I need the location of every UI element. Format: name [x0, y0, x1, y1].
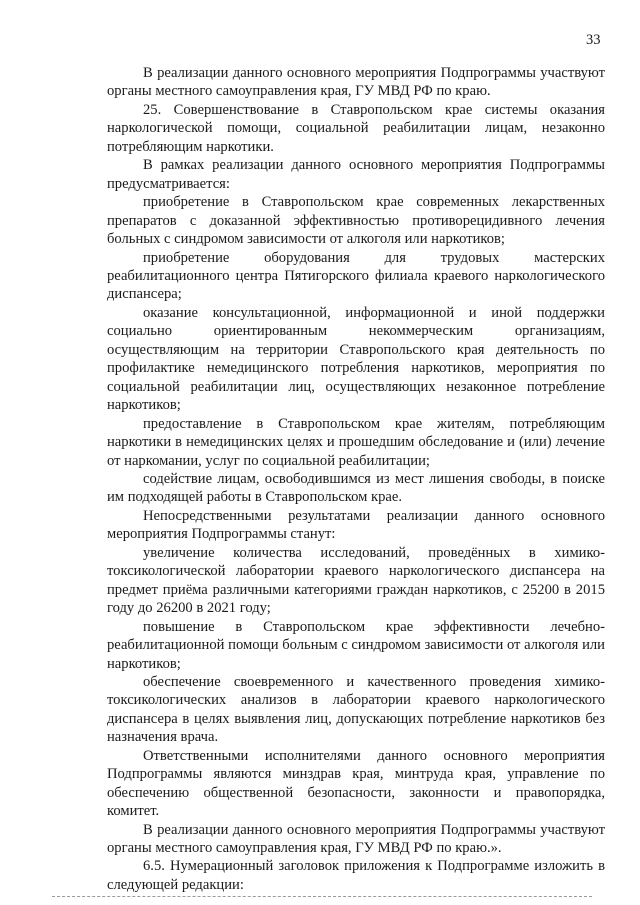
paragraph: Непосредственными результатами реализации данного основного мероприятия Подпрограммы станут:: [107, 507, 605, 543]
paragraph: приобретение оборудования для трудовых мастерских реабилитационного центра Пятигорского филиала краевого наркологического диспансера;: [107, 249, 605, 303]
paragraph: 25. Совершенствование в Ставропольском крае системы оказания наркологической помощи, социальной реабилитации лицам, незаконно потребляющим наркотики.: [107, 101, 605, 155]
paragraph: В реализации данного основного мероприятия Подпрограммы участвуют органы местного самоуправления края, ГУ МВД РФ по краю.: [107, 65, 605, 100]
page-number: 33: [586, 32, 601, 48]
paragraph: повышение в Ставропольском крае эффективности лечебно-реабилитационной помощи больным с синдромом зависимости от алкоголя или наркотиков;: [107, 618, 605, 672]
paragraph: Ответственными исполнителями данного основного мероприятия Подпрограммы являются минздрав края, минтруда края, управление по обеспечению общественной безопасности, законности и правопорядка, комитет.: [107, 747, 605, 820]
paragraph: предоставление в Ставропольском крае жителям, потребляющим наркотики в немедицинских целях и прошедшим обследование и (или) лечение от наркомании, услуг по социальной реабилитации;: [107, 415, 605, 469]
paragraph: увеличение количества исследований, проведённых в химико-токсикологической лаборатории краевого наркологического диспансера на предмет приёма различными категориями граждан наркотиков, с 25200 в 2015 году до 26200 в 2021 году;: [107, 544, 605, 617]
paragraph: содействие лицам, освободившимся из мест лишения свободы, в поиске им подходящей работы в Ставропольском крае.: [107, 470, 605, 506]
paragraph: В рамках реализации данного основного мероприятия Подпрограммы предусматривается:: [107, 157, 605, 192]
paragraph: приобретение в Ставропольском крае современных лекарственных препаратов с доказанной эффективностью противорецидивного лечения больных с синдромом зависимости от алкоголя или наркотиков;: [107, 194, 605, 248]
scan-bottom-edge: [52, 896, 592, 897]
paragraph: оказание консультационной, информационной и иной поддержки социально ориентированным некоммерческим организациям, осуществляющим на территории Ставропольского края деятельность по профилактике немедицинского потребления наркотиков, мероприятия по социальной реабилитации лиц, осуществляющих незаконное потребление наркотиков;: [107, 304, 605, 414]
paragraph: В реализации данного основного мероприятия Подпрограммы участвуют органы местного самоуправления края, ГУ МВД РФ по краю.».: [107, 821, 605, 857]
document-body: [107, 64, 605, 894]
paragraph: обеспечение своевременного и качественного проведения химико-токсикологических анализов в лаборатории краевого наркологического диспансера в целях выявления лиц, допускающих потребление наркотиков без назначения врача.: [107, 673, 605, 746]
paragraph: 6.5. Нумерационный заголовок приложения к Подпрограмме изложить в следующей редакции:: [107, 858, 605, 893]
